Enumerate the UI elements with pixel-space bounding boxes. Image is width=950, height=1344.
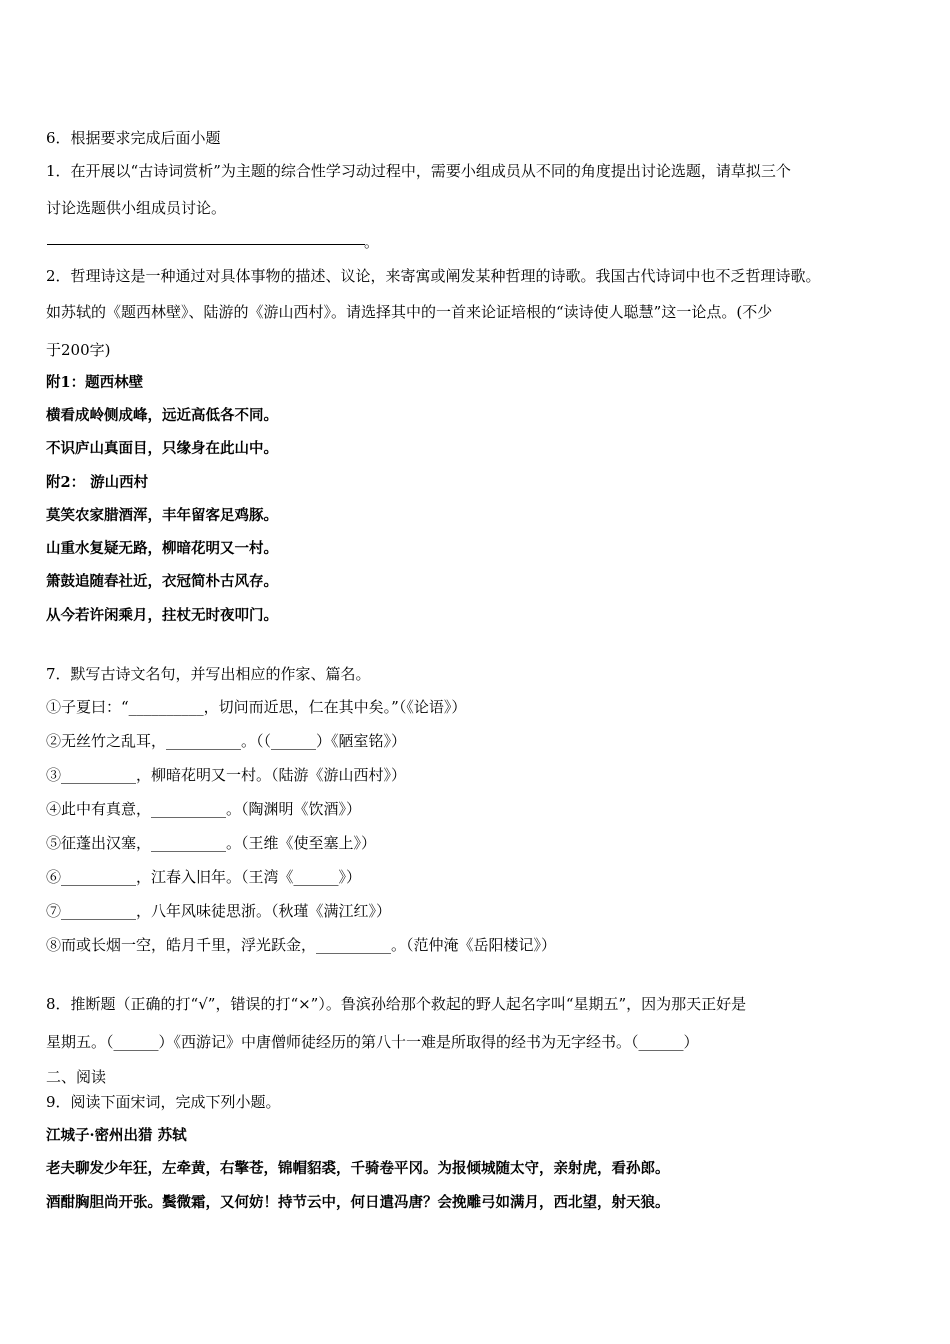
poem-title: 江城子·密州出猎 苏轼 bbox=[46, 1127, 187, 1144]
q6-part2-line3: 于200字) bbox=[46, 341, 111, 359]
q7-item: ③__________，柳暗花明又一村。（陆游《游山西村》） bbox=[46, 766, 407, 784]
attach2-title: 附2： 游山西村 bbox=[46, 474, 149, 491]
q7-title: 7．默写古诗文名句，并写出相应的作家、篇名。 bbox=[46, 665, 371, 683]
answer-blank-line bbox=[47, 244, 365, 245]
q6-title: 6．根据要求完成后面小题 bbox=[46, 129, 221, 147]
poem-line: 老夫聊发少年狂，左牵黄，右擎苍，锦帽貂裘，千骑卷平冈。为报倾城随太守，亲射虎，看孙郎。 bbox=[46, 1160, 670, 1177]
q7-item: ⑥__________，江春入旧年。（王湾《______》） bbox=[46, 868, 362, 886]
q6-part1-line2: 讨论选题供小组成员讨论。 bbox=[46, 199, 227, 217]
attach2-line: 莫笑农家腊酒浑，丰年留客足鸡豚。 bbox=[46, 507, 278, 524]
poem-line: 酒酣胸胆尚开张。鬓微霜，又何妨！持节云中，何日遣冯唐？会挽雕弓如满月，西北望，射天狼。 bbox=[46, 1194, 670, 1211]
section-reading-title: 二、阅读 bbox=[46, 1068, 107, 1086]
attach2-line: 箫鼓追随春社近，衣冠简朴古风存。 bbox=[46, 573, 278, 590]
q7-item: ②无丝竹之乱耳，__________。（（______）《陋室铭》） bbox=[46, 732, 407, 750]
attach1-line: 横看成岭侧成峰，远近高低各不同。 bbox=[46, 407, 278, 424]
attach1-line: 不识庐山真面目，只缘身在此山中。 bbox=[46, 440, 278, 457]
answer-end-mark: 。 bbox=[364, 233, 380, 251]
q7-item: ⑤征蓬出汉塞，__________。（王维《使至塞上》） bbox=[46, 834, 377, 852]
q8-line2: 星期五。（______）《西游记》中唐僧师徒经历的第八十一难是所取得的经书为无字经书。（______） bbox=[46, 1033, 699, 1051]
q6-part2-line1: 2．哲理诗这是一种通过对具体事物的描述、议论，来寄寓或阐发某种哲理的诗歌。我国古代诗词中也不乏哲理诗歌。 bbox=[46, 267, 821, 285]
q6-part2-line2: 如苏轼的《题西林壁》、陆游的《游山西村》。请选择其中的一首来论证培根的“读诗使人聪慧”这一论点。(不少 bbox=[46, 303, 773, 321]
q7-item: ④此中有真意，__________。（陶渊明《饮酒》） bbox=[46, 800, 362, 818]
q7-item: ①子夏曰：“__________，切问而近思，仁在其中矣。”（《论语》） bbox=[46, 698, 467, 716]
attach2-line: 从今若许闲乘月，拄杖无时夜叩门。 bbox=[46, 607, 278, 624]
q9-title: 9．阅读下面宋词，完成下列小题。 bbox=[46, 1093, 281, 1111]
q7-item: ⑧而或长烟一空，皓月千里，浮光跃金，__________。（范仲淹《岳阳楼记》） bbox=[46, 936, 557, 954]
q7-item: ⑦__________，八年风味徒思浙。（秋瑾《满江红》） bbox=[46, 902, 392, 920]
attach2-line: 山重水复疑无路，柳暗花明又一村。 bbox=[46, 540, 278, 557]
q8-line1: 8．推断题（正确的打“√”，错误的打“×”）。鲁滨孙给那个救起的野人起名字叫“星期五”，因为那天正好是 bbox=[46, 995, 747, 1013]
attach1-title: 附1：题西林壁 bbox=[46, 374, 144, 391]
q6-part1-line1: 1．在开展以“古诗词赏析”为主题的综合性学习动过程中，需要小组成员从不同的角度提出讨论选题，请草拟三个 bbox=[46, 162, 791, 180]
